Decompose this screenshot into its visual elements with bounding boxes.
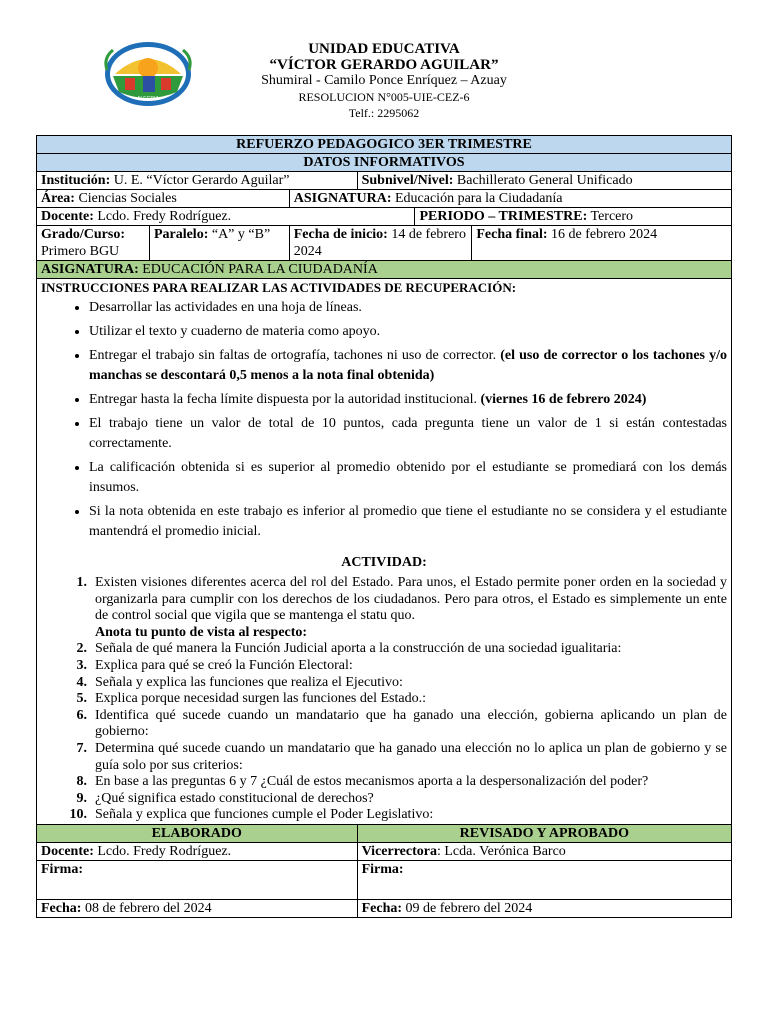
list-item: 6. Identifica qué sucede cuando un mandatario que ha ganado una elección, gobierna aplicando un plan de gobierno: xyxy=(76,707,727,740)
list-item: 3. Explica para qué se creó la Función Electoral: xyxy=(76,657,353,673)
list-item: • Entregar hasta la fecha límite dispuesta por la autoridad institucional. (viernes 16 de febrero 2024) xyxy=(89,390,727,410)
firma-left-cell: Firma: xyxy=(37,860,358,899)
activity-title: ACTIVIDAD: xyxy=(341,555,427,570)
school-phone: Telf.: 2295062 xyxy=(348,106,420,120)
list-item: • Si la nota obtenida en este trabajo es inferior al promedio que tiene el estudiante no se considera y el estudiante mantendrá el promedio inicial. xyxy=(89,502,727,542)
document-header xyxy=(0,0,768,130)
school-location: Shumiral - Camilo Ponce Enríquez – Azuay xyxy=(261,73,507,88)
footer-docente-cell: Docente: Lcdo. Fredy Rodríguez. xyxy=(37,842,358,860)
fecha-inicio-cell: Fecha de inicio: 14 de febrero 2024 xyxy=(289,226,472,261)
list-item: • Desarrollar las actividades en una hoja de líneas. xyxy=(89,298,727,318)
activity-note: Anota tu punto de vista al respecto: xyxy=(95,624,308,640)
school-header-text xyxy=(200,41,568,121)
grado-cell: Grado/Curso: Primero BGU xyxy=(37,226,150,261)
instructions-cell xyxy=(37,279,732,825)
section-title: DATOS INFORMATIVOS xyxy=(37,154,732,172)
subnivel-cell: Subnivel/Nivel: Bachillerato General Unificado xyxy=(357,172,731,190)
fecha-left-cell: Fecha: 08 de febrero del 2024 xyxy=(37,899,358,917)
school-resolution: RESOLUCION N°005-UIE-CEZ-6 xyxy=(298,90,470,104)
list-item: • Entregar el trabajo sin faltas de ortografía, tachones ni uso de corrector. (el uso de corrector o los tachones y/o manchas se descontará 0,5 menos a la nota final obtenida) xyxy=(89,346,727,386)
fecha-final-cell: Fecha final: 16 de febrero 2024 xyxy=(472,226,732,261)
list-item: • El trabajo tiene un valor de total de 10 puntos, cada pregunta tiene un valor de 1 si están contestadas correctamente. xyxy=(89,414,727,454)
instructions-list xyxy=(41,298,727,542)
list-item: 7. Determina qué sucede cuando un mandatario que ha ganado una elección no lo aplica un plan de gobierno y se guía solo por sus criterios: xyxy=(76,740,727,773)
document-title: REFUERZO PEDAGOGICO 3ER TRIMESTRE xyxy=(37,136,732,154)
list-item: 8. En base a las preguntas 6 y 7 ¿Cuál de estos mecanismos aporta a la despersonalización del poder? xyxy=(76,774,649,790)
paralelo-cell: Paralelo: “A” y “B” xyxy=(149,226,289,261)
list-item: 5. Explica porque necesidad surgen las funciones del Estado.: xyxy=(76,691,426,707)
footer-vice-cell: Vicerrectora: Lcda. Verónica Barco xyxy=(357,842,731,860)
institution-cell: Institución: U. E. “Víctor Gerardo Aguilar” xyxy=(37,172,358,190)
school-logo-icon xyxy=(103,40,193,108)
list-item: • Utilizar el texto y cuaderno de materia como apoyo. xyxy=(89,322,727,342)
list-item: 1. Existen visiones diferentes acerca del rol del Estado. Para unos, el Estado permite poner orden en la sociedad y organizarla para cumplir con los derechos de los ciudadanos. Pero para otros, el Estado es simplemente un ente de control social que vigila que se mantenga el statu quo. xyxy=(76,575,727,624)
document-table xyxy=(36,135,732,918)
school-name: “VÍCTOR GERARDO AGUILAR” xyxy=(269,57,499,73)
elaborado-header: ELABORADO xyxy=(37,824,358,842)
asignatura-cell: ASIGNATURA: Educación para la Ciudadanía xyxy=(289,190,731,208)
area-cell: Área: Ciencias Sociales xyxy=(37,190,290,208)
list-item: 4. Señala y explica las funciones que realiza el Ejecutivo: xyxy=(76,674,403,690)
list-item: 2. Señala de qué manera la Función Judicial aporta a la construcción de una sociedad igualitaria: xyxy=(76,641,622,657)
activity-note-row xyxy=(41,625,727,642)
school-type: UNIDAD EDUCATIVA xyxy=(308,41,460,57)
list-item: 10. Señala y explica que funciones cumple el Poder Legislativo: xyxy=(69,807,434,823)
logo-caption: ALEGRIA xyxy=(137,96,159,102)
firma-right-cell: Firma: xyxy=(357,860,731,899)
fecha-right-cell: Fecha: 09 de febrero del 2024 xyxy=(357,899,731,917)
docente-cell: Docente: Lcdo. Fredy Rodríguez. xyxy=(37,208,415,226)
list-item: • La calificación obtenida si es superior al promedio obtenido por el estudiante se promediará con los demás insumos. xyxy=(89,458,727,498)
periodo-cell: PERIODO – TRIMESTRE: Tercero xyxy=(415,208,732,226)
list-item: 9. ¿Qué significa estado constitucional de derechos? xyxy=(76,790,374,806)
revisado-header: REVISADO Y APROBADO xyxy=(357,824,731,842)
instructions-title: INSTRUCCIONES PARA REALIZAR LAS ACTIVIDADES DE RECUPERACIÓN: xyxy=(41,280,517,295)
asignatura-bar: ASIGNATURA: EDUCACIÓN PARA LA CIUDADANÍA xyxy=(37,261,732,279)
activity-list xyxy=(41,575,727,824)
